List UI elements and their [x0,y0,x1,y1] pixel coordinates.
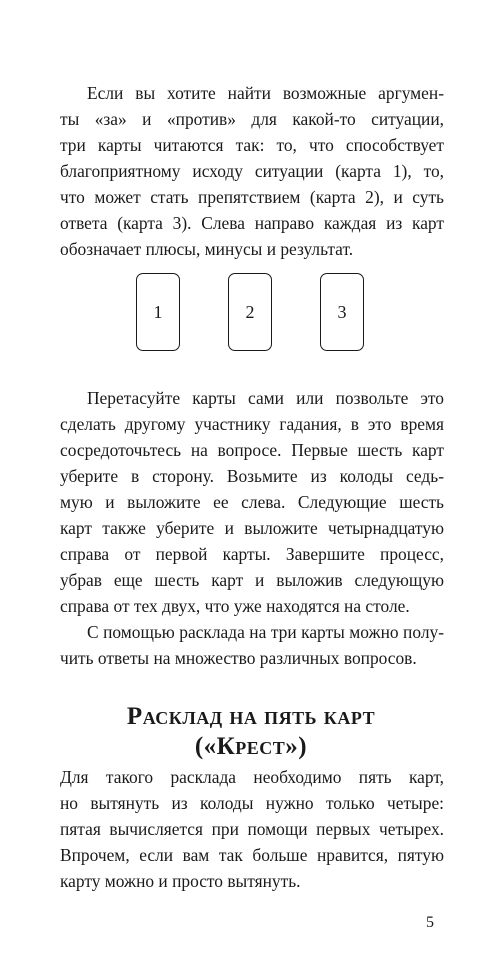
text-line: убрав еще шесть карт и выложив следующую [60,570,444,590]
text-line: карт также уберите и выложите четырнадцатую [60,518,444,538]
text-line: чить ответы на множество различных вопросов. [60,648,417,668]
card-3 [320,273,364,351]
text-line: справа от первой карты. Завершите процесс, [60,544,444,564]
card-2 [228,273,272,351]
paragraph-three-card-arguments [60,80,444,262]
section-heading [0,702,502,762]
text-line: сосредоточьтесь на вопросе. Первые шесть карт [60,440,444,460]
text-line: но вытянуть из колоды нужно только четыре: [60,793,444,813]
text-line: благоприятному исходу ситуации (карта 1), то, [60,161,444,181]
card-1 [136,273,180,351]
card-number: 3 [337,301,347,322]
card-number: 1 [153,301,163,322]
text-line: что может стать препятствием (карта 2), и суть [60,187,444,207]
text-line: сделать другому участнику гадания, в это время [60,414,444,434]
text-line: пятая вычисляется при помощи первых четырех. [60,819,444,839]
text-line: Если вы хотите найти возможные аргумен- [87,83,444,103]
text-line: С помощью расклада на три карты можно полу- [87,622,444,642]
text-line: уберите в сторону. Возьмите из колоды седь- [60,466,444,486]
text-line: справа от тех двух, что уже находятся на столе. [60,596,410,616]
paragraph-three-card-summary [60,619,444,671]
text-line: Впрочем, если вам так больше нравится, пятую [60,845,444,865]
heading-line-1: Расклад на пять карт [126,703,376,730]
text-line: карту можно и просто вытянуть. [60,871,301,891]
text-line: мую и выложите ее слева. Следующие шесть [60,492,444,512]
text-line: три карты читаются так: то, что способствует [60,135,444,155]
text-line: Перетасуйте карты сами или позвольте это [87,388,444,408]
text-line: ответа (карта 3). Слева направо каждая из карт [60,213,444,233]
card-layout-diagram [0,273,502,353]
heading-line-2: («Крест») [194,733,308,760]
text-line: ты «за» и «против» для какой-то ситуации, [60,109,444,129]
text-line: обозначает плюсы, минусы и результат. [60,239,354,259]
page-number: 5 [426,914,434,931]
paragraph-five-card-intro [60,764,444,894]
text-line: Для такого расклада необходимо пять карт, [60,767,444,787]
paragraph-shuffle-instructions [60,385,444,619]
card-number: 2 [245,301,255,322]
